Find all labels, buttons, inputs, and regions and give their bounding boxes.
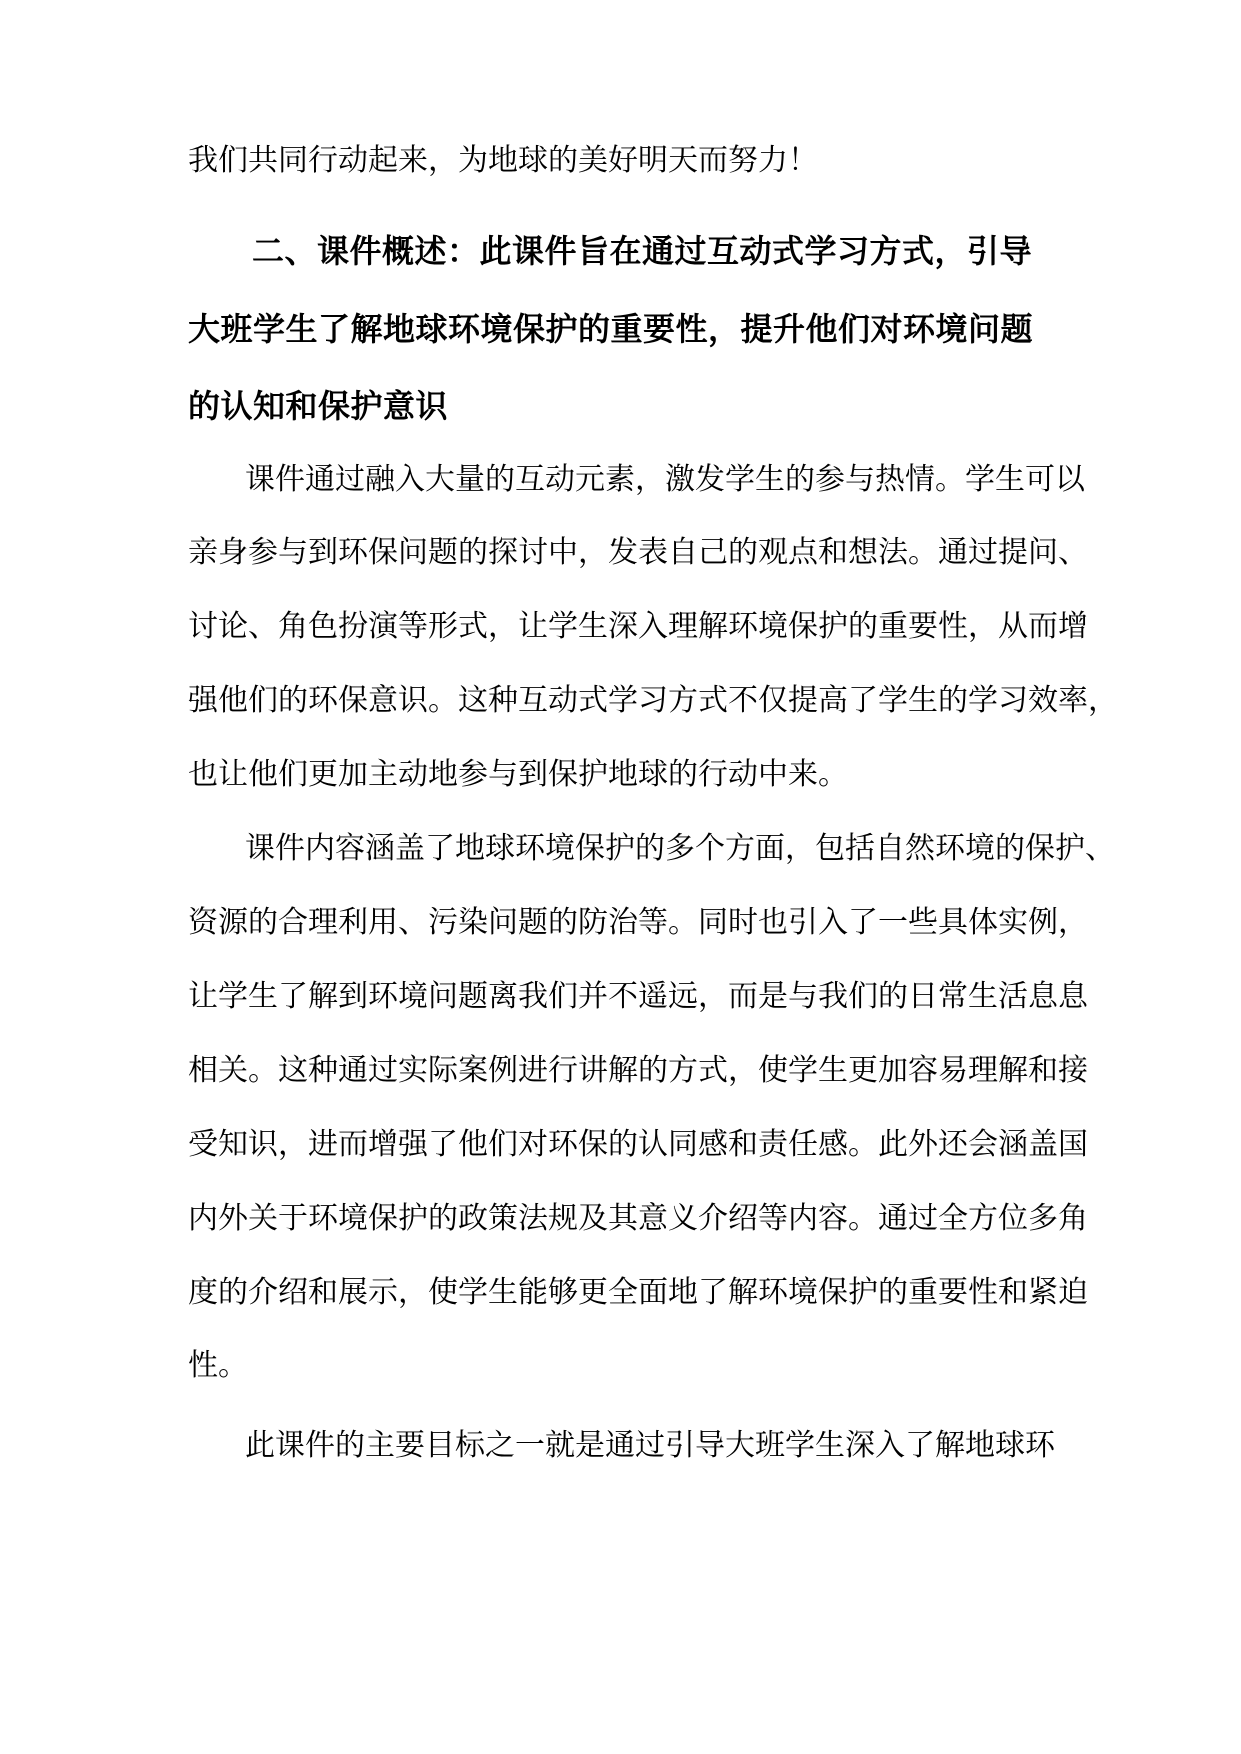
paragraph-2-line-3: 让学生了解到环境问题离我们并不遥远，而是与我们的日常生活息息 <box>188 979 1088 1014</box>
paragraph-2-line-6: 内外关于环境保护的政策法规及其意义介绍等内容。通过全方位多角 <box>188 1201 1088 1236</box>
paragraph-1-line-2: 亲身参与到环保问题的探讨中，发表自己的观点和想法。通过提问、 <box>188 535 1088 570</box>
paragraph-2-line-1: 课件内容涵盖了地球环境保护的多个方面，包括自然环境的保护、 <box>245 831 1115 866</box>
paragraph-2-line-5: 受知识，进而增强了他们对环保的认同感和责任感。此外还会涵盖国 <box>188 1127 1088 1162</box>
paragraph-1-line-1: 课件通过融入大量的互动元素，激发学生的参与热情。学生可以 <box>245 462 1085 497</box>
paragraph-2-line-2: 资源的合理利用、污染问题的防治等。同时也引入了一些具体实例， <box>188 905 1088 940</box>
section-heading-line-2: 大班学生了解地球环境保护的重要性，提升他们对环境问题 <box>188 310 1034 348</box>
paragraph-1-line-4: 强他们的环保意识。这种互动式学习方式不仅提高了学生的学习效率， <box>188 683 1118 718</box>
paragraph-2-line-4: 相关。这种通过实际案例进行讲解的方式，使学生更加容易理解和接 <box>188 1053 1088 1088</box>
paragraph-3-line-1: 此课件的主要目标之一就是通过引导大班学生深入了解地球环 <box>245 1428 1055 1463</box>
paragraph-1-line-3: 讨论、角色扮演等形式，让学生深入理解环境保护的重要性，从而增 <box>188 609 1088 644</box>
section-heading-line-1: 二、课件概述：此课件旨在通过互动式学习方式，引导 <box>252 232 1033 270</box>
intro-closing-line: 我们共同行动起来，为地球的美好明天而努力！ <box>188 143 818 178</box>
paragraph-2-line-8: 性。 <box>188 1348 248 1383</box>
paragraph-2-line-7: 度的介绍和展示，使学生能够更全面地了解环境保护的重要性和紧迫 <box>188 1275 1088 1310</box>
section-heading-line-3: 的认知和保护意识 <box>188 387 449 425</box>
paragraph-1-line-5: 也让他们更加主动地参与到保护地球的行动中来。 <box>188 757 848 792</box>
